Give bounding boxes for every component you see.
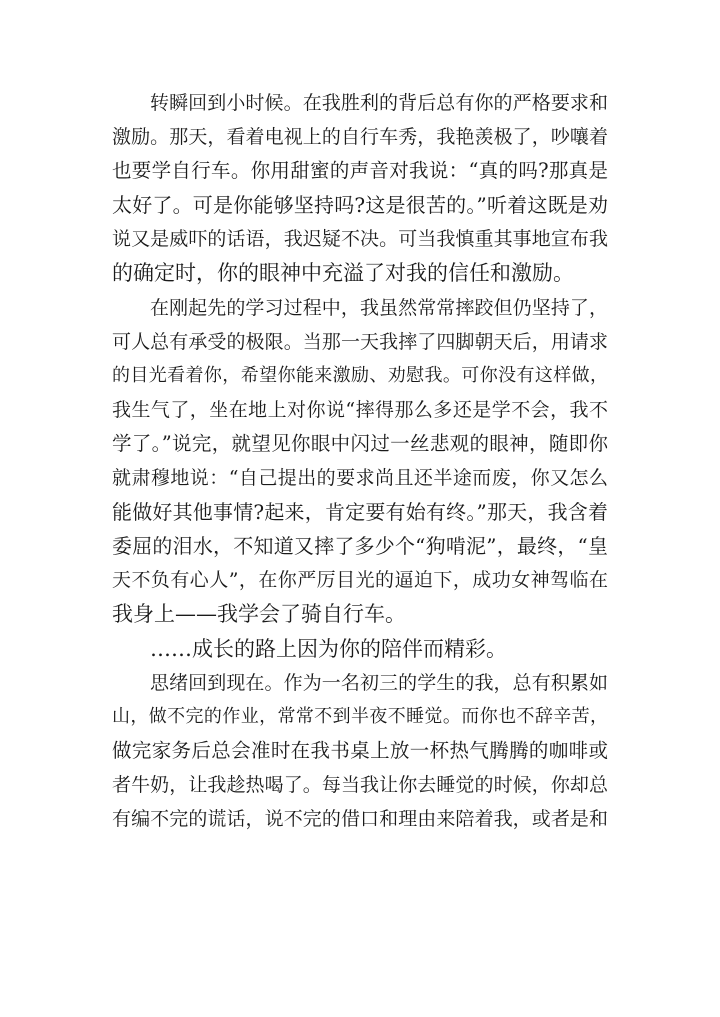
paragraph-learning-process: [112, 291, 608, 632]
text-line: 就肃穆地说：“自己提出的要求尚且还半途而废，你又怎么: [112, 467, 608, 490]
text-line: 转瞬回到小时候。在我胜利的背后总有你的严格要求和: [150, 92, 608, 114]
text-line: 天不负有心人”，在你严厉目光的逼迫下，成功女神驾临在: [112, 569, 608, 592]
paragraph-present-day: [112, 666, 608, 836]
text-line: 山，做不完的作业，常常不到半夜不睡觉。而你也不辞辛苦，: [112, 705, 608, 727]
text-line: 者牛奶，让我趁热喝了。每当我让你去睡觉的时候，你却总: [112, 773, 608, 796]
text-line: 能做好其他事情?起来，肯定要有始有终。”那天，我含着: [112, 500, 608, 525]
text-line: 委屈的泪水，不知道又摔了多少个“狗啃泥”，最终，“皇: [112, 534, 608, 559]
text-line: 太好了。可是你能够坚持吗?这是很苦的。”听着这既是劝: [112, 193, 608, 218]
paragraph-childhood-bicycle: [112, 86, 608, 291]
text-line: 我生气了，坐在地上对你说“摔得那么多还是学不会，我不: [112, 398, 608, 421]
text-line: 激励。那天，看着电视上的自行车秀，我艳羡极了，吵嚷着: [112, 126, 608, 149]
paragraph-growth-transition: [112, 632, 608, 666]
text-line: 我身上——我学会了骑自行车。: [112, 602, 406, 627]
essay-body: [112, 86, 608, 836]
text-line: ……成长的路上因为你的陪伴而精彩。: [150, 636, 507, 661]
text-line: 有编不完的谎话，说不完的借口和理由来陪着我，或者是和: [112, 807, 608, 830]
text-line: 思绪回到现在。作为一名初三的学生的我，总有积累如: [150, 671, 608, 694]
text-line: 的确定时，你的眼神中充溢了对我的信任和激励。: [112, 261, 574, 286]
text-line: 在刚起先的学习过程中，我虽然常常摔跤但仍坚持了，: [150, 296, 608, 319]
text-line: 也要学自行车。你用甜蜜的声音对我说：“真的吗?那真是: [112, 159, 608, 183]
text-line: 学了。”说完，就望见你眼中闪过一丝悲观的眼神，随即你: [112, 431, 608, 455]
text-line: 做完家务后总会准时在我书桌上放一杯热气腾腾的咖啡或: [112, 738, 608, 762]
text-line: 的目光看着你，希望你能来激励、劝慰我。可你没有这样做，: [112, 364, 608, 386]
text-line: 可人总有承受的极限。当那一天我摔了四脚朝天后，用请求: [112, 330, 608, 353]
text-line: 说又是威吓的话语，我迟疑不决。可当我慎重其事地宣布我: [112, 228, 608, 251]
